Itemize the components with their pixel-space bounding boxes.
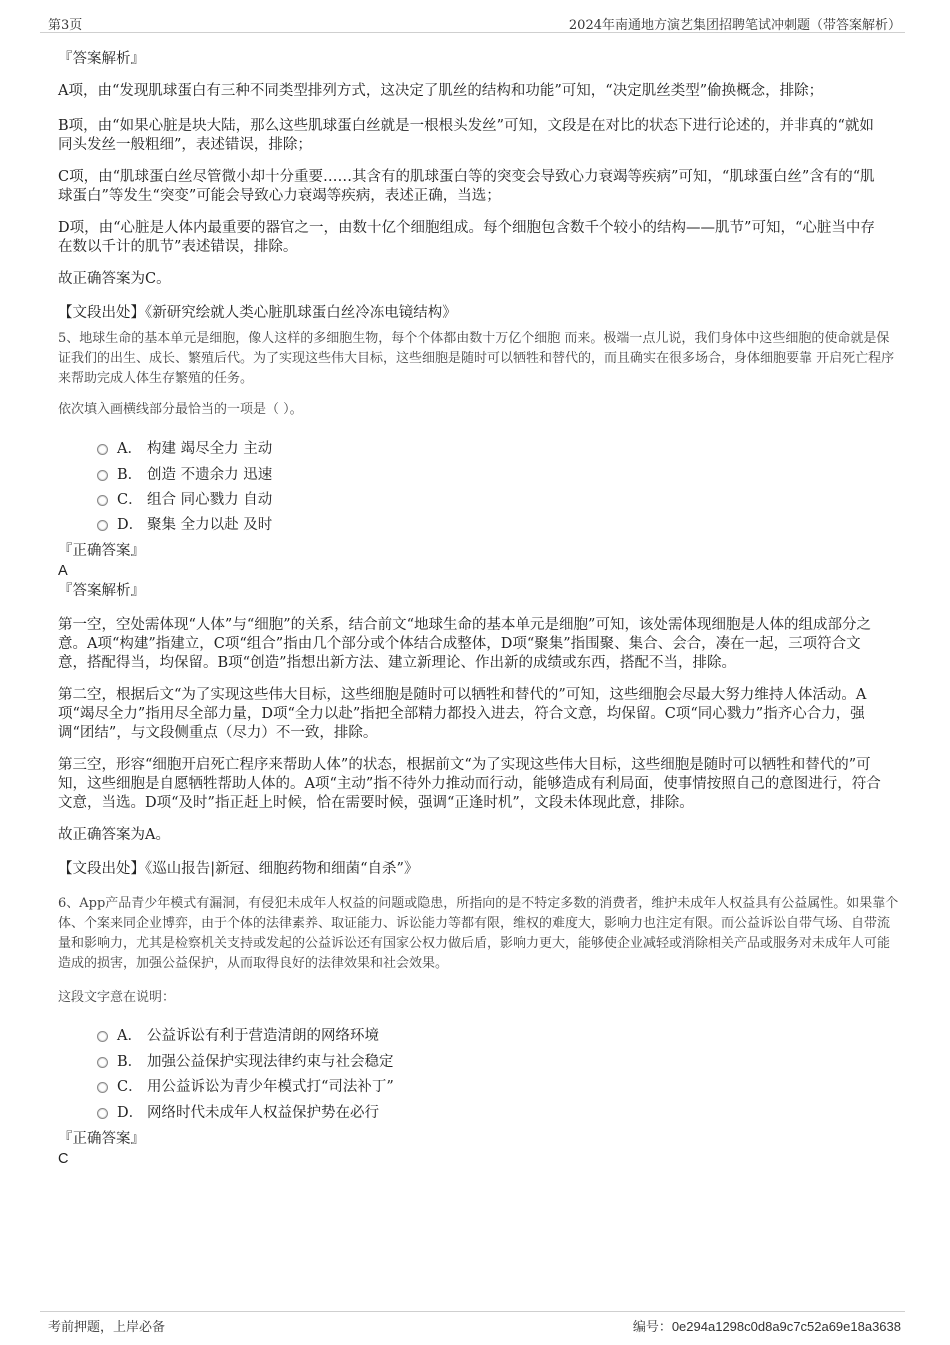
option-text: 聚集 全力以赴 及时	[147, 517, 273, 533]
option-key: B．	[117, 1054, 143, 1070]
analysis-option-a: A项，由“发现肌球蛋白有三种不同类型排列方式，这决定了肌丝的结构和功能”可知，“决定肌丝类型”偷换概念，排除；	[58, 83, 824, 99]
answer-label: 『正确答案』	[58, 543, 145, 559]
option-text: 公益诉讼有利于营造清朗的网络环境	[147, 1028, 379, 1044]
radio-icon[interactable]	[97, 1031, 108, 1042]
option-text: 用公益诉讼为青少年模式打“司法补丁”	[147, 1079, 394, 1095]
question-6-prompt: 这段文字意在说明：	[58, 990, 176, 1005]
radio-icon[interactable]	[97, 1057, 108, 1068]
conclusion: 故正确答案为C。	[58, 271, 171, 287]
analysis-paragraph-1: 第一空，空处需体现“人体”与“细胞”的关系，结合前文“地球生命的基本单元是细胞”可知，该处需体现细胞是人体的组成部分之意。A项“构建”指建立，C项“组合”指由几个部分或个体结合成整体，D项“聚集”指围聚、集合、会合，凑在一起，三项符合文意，搭配得当，均保留。B项“创造”指想出新方法、建立新理论、作出新的成绩或东西，搭配不当，排除。	[58, 617, 871, 671]
option-key: B．	[117, 467, 143, 483]
q6-option-c[interactable]	[97, 1075, 394, 1096]
answer-value: C	[58, 1151, 69, 1167]
radio-icon[interactable]	[97, 1108, 108, 1119]
option-key: D．	[117, 517, 144, 533]
option-text: 加强公益保护实现法律约束与社会稳定	[147, 1054, 394, 1070]
source: 【文段出处】《新研究绘就人类心脏肌球蛋白丝冷冻电镜结构》	[58, 305, 457, 321]
option-key: A．	[117, 441, 142, 457]
option-key: C．	[117, 492, 143, 508]
q6-option-d[interactable]	[97, 1101, 379, 1122]
document-title: 2024年南通地方演艺集团招聘笔试冲刺题（带答案解析）	[568, 18, 901, 33]
analysis-label: 『答案解析』	[58, 583, 145, 599]
radio-icon[interactable]	[97, 495, 108, 506]
q5-option-d[interactable]	[97, 513, 272, 534]
option-key: C．	[117, 1079, 143, 1095]
option-text: 网络时代未成年人权益保护势在必行	[147, 1105, 379, 1121]
question-5-text: 5、地球生命的基本单元是细胞，像人这样的多细胞生物，每个个体都由数十万亿个细胞 而来。极端一点儿说，我们身体中这些细胞的使命就是保证我们的出生、成长、繁殖后代。为了实现这些伟大目标，这些细胞是随时可以牺牲和替代的，而且确实在很多场合，身体细胞要靠 开启死亡程序来帮助完成人体生存繁殖的任务。	[58, 331, 895, 386]
analysis-option-c: C项，由“肌球蛋白丝尽管微小却十分重要……其含有的肌球蛋白等的突变会导致心力衰竭等疾病”可知，“肌球蛋白丝”含有的“肌球蛋白”等发生“突变”可能会导致心力衰竭等疾病，表述正确，当选；	[58, 169, 875, 204]
option-text: 创造 不遗余力 迅速	[147, 467, 273, 483]
analysis-paragraph-3: 第三空，形容“细胞开启死亡程序来帮助人体”的状态，根据前文“为了实现这些伟大目标，这些细胞是随时可以牺牲和替代的”可知，这些细胞是自愿牺牲帮助人体的。A项“主动”指不待外力推动而行动，能够造成有利局面，使事情按照自己的意图进行，符合文意，当选。D项“及时”指正赶上时候，恰在需要时候，强调“正逢时机”，文段未体现此意，排除。	[58, 757, 881, 811]
footer-serial: 编号：0e294a1298c0d8a9c7c52a69e18a3638	[632, 1319, 901, 1334]
option-text: 构建 竭尽全力 主动	[147, 441, 273, 457]
option-key: A．	[117, 1028, 142, 1044]
conclusion: 故正确答案为A。	[58, 827, 170, 843]
q5-option-c[interactable]	[97, 488, 272, 509]
page-header	[40, 0, 905, 33]
option-text: 组合 同心戮力 自动	[147, 492, 273, 508]
analysis-option-d: D项，由“心脏是人体内最重要的器官之一，由数十亿个细胞组成。每个细胞包含数千个较小的结构——肌节”可知，“心脏当中存在数以千计的肌节”表述错误，排除。	[58, 220, 875, 255]
analysis-paragraph-2: 第二空，根据后文“为了实现这些伟大目标，这些细胞是随时可以牺牲和替代的”可知，这些细胞会尽最大努力维持人体活动。A项“竭尽全力”指用尽全部力量，D项“全力以赴”指把全部精力都投入进去，符合文意，均保留。C项“同心戮力”指齐心合力，强调“团结”，与文段侧重点（尽力）不一致，排除。	[58, 687, 867, 741]
footer-slogan: 考前押题，上岸必备	[48, 1320, 166, 1335]
radio-icon[interactable]	[97, 444, 108, 455]
radio-icon[interactable]	[97, 470, 108, 481]
answer-label: 『正确答案』	[58, 1131, 145, 1147]
analysis-option-b: B项，由“如果心脏是块大陆，那么这些肌球蛋白丝就是一根根头发丝”可知，文段是在对比的状态下进行论述的，并非真的“就如同头发丝一般粗细”，表述错误，排除；	[58, 118, 874, 153]
page-number: 第3页	[48, 18, 83, 33]
q6-option-a[interactable]	[97, 1024, 379, 1045]
radio-icon[interactable]	[97, 1082, 108, 1093]
question-5-prompt: 依次填入画横线部分最恰当的一项是（ ）。	[58, 402, 303, 417]
answer-value: A	[58, 563, 68, 579]
question-6-text: 6、App产品青少年模式有漏洞，有侵犯未成年人权益的问题或隐患，所指向的是不特定多数的消费者，维护未成年人权益具有公益属性。如果靠个体、个案来同企业博弈，由于个体的法律素养、取证能力、诉讼能力等都有限，维权的难度大，影响力也注定有限。而公益诉讼自带气场、自带流量和影响力，尤其是检察机关支持或发起的公益诉讼还有国家公权力做后盾，影响力更大，能够使企业减轻或消除相关产品或服务对未成年人可能造成的损害，加强公益保护，从而取得良好的法律效果和社会效果。	[58, 896, 899, 971]
q6-option-b[interactable]	[97, 1050, 394, 1071]
source: 【文段出处】《巡山报告|新冠、细胞药物和细菌“自杀”》	[58, 861, 419, 877]
q5-option-a[interactable]	[97, 437, 272, 458]
analysis-label: 『答案解析』	[58, 51, 145, 67]
option-key: D．	[117, 1105, 144, 1121]
page-footer	[40, 1311, 905, 1335]
radio-icon[interactable]	[97, 520, 108, 531]
q5-option-b[interactable]	[97, 463, 272, 484]
